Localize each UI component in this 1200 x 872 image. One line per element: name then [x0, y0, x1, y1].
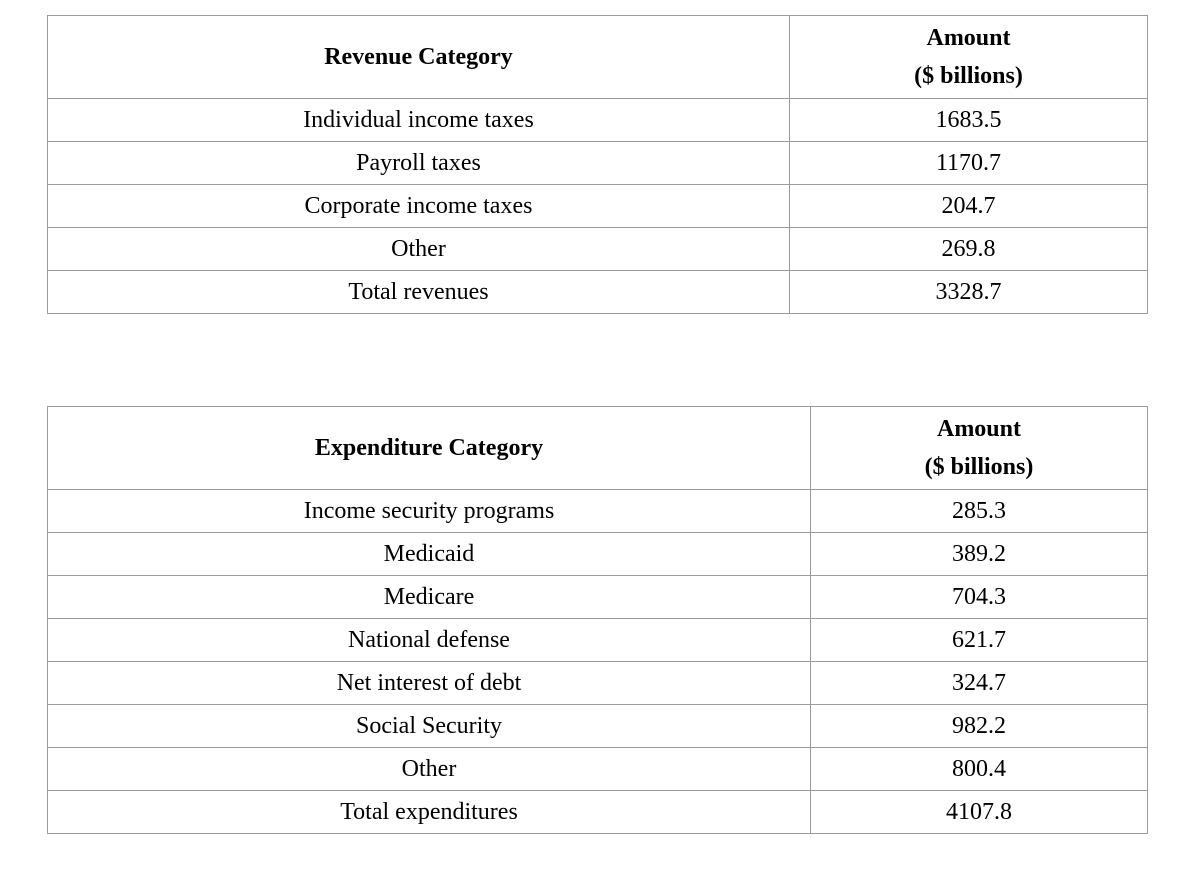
expenditure-amount-cell: 4107.8	[811, 791, 1148, 834]
table-row-total	[48, 791, 1148, 834]
amount-header-line2: ($ billions)	[924, 454, 1034, 480]
amount-header-line1: Amount	[926, 25, 1011, 51]
expenditure-amount-cell: 389.2	[811, 533, 1148, 576]
revenue-amount-cell: 269.8	[790, 228, 1148, 271]
revenue-category-cell: Other	[48, 228, 790, 271]
table-row	[48, 576, 1148, 619]
table-row	[48, 619, 1148, 662]
revenue-category-cell: Payroll taxes	[48, 142, 790, 185]
expenditure-amount-cell: 704.3	[811, 576, 1148, 619]
expenditure-category-cell: Medicaid	[48, 533, 811, 576]
expenditure-amount-cell: 621.7	[811, 619, 1148, 662]
expenditure-category-cell: Total expenditures	[48, 791, 811, 834]
revenue-amount-header	[790, 16, 1148, 99]
table-row	[48, 228, 1148, 271]
expenditure-category-cell: Medicare	[48, 576, 811, 619]
expenditure-category-cell: National defense	[48, 619, 811, 662]
revenue-category-cell: Total revenues	[48, 271, 790, 314]
revenue-amount-cell: 3328.7	[790, 271, 1148, 314]
revenue-amount-cell: 1170.7	[790, 142, 1148, 185]
revenue-category-header: Revenue Category	[48, 16, 790, 99]
amount-header-line2: ($ billions)	[914, 63, 1023, 89]
expenditure-table	[47, 406, 1148, 834]
table-row	[48, 705, 1148, 748]
expenditure-amount-cell: 324.7	[811, 662, 1148, 705]
table-row	[48, 99, 1148, 142]
table-row	[48, 185, 1148, 228]
expenditure-category-cell: Net interest of debt	[48, 662, 811, 705]
revenue-amount-cell: 204.7	[790, 185, 1148, 228]
revenue-header-row	[48, 16, 1148, 99]
expenditure-amount-header	[811, 407, 1148, 490]
amount-header-line1: Amount	[936, 416, 1021, 442]
revenue-category-cell: Individual income taxes	[48, 99, 790, 142]
revenue-table	[47, 15, 1148, 314]
expenditure-amount-cell: 285.3	[811, 490, 1148, 533]
expenditure-category-cell: Other	[48, 748, 811, 791]
table-row-total	[48, 271, 1148, 314]
table-row	[48, 142, 1148, 185]
expenditure-category-cell: Social Security	[48, 705, 811, 748]
expenditure-category-header: Expenditure Category	[48, 407, 811, 490]
revenue-amount-cell: 1683.5	[790, 99, 1148, 142]
expenditure-amount-cell: 800.4	[811, 748, 1148, 791]
expenditure-category-cell: Income security programs	[48, 490, 811, 533]
table-row	[48, 748, 1148, 791]
expenditure-header-row	[48, 407, 1148, 490]
table-row	[48, 662, 1148, 705]
revenue-category-cell: Corporate income taxes	[48, 185, 790, 228]
expenditure-amount-cell: 982.2	[811, 705, 1148, 748]
table-row	[48, 490, 1148, 533]
table-row	[48, 533, 1148, 576]
